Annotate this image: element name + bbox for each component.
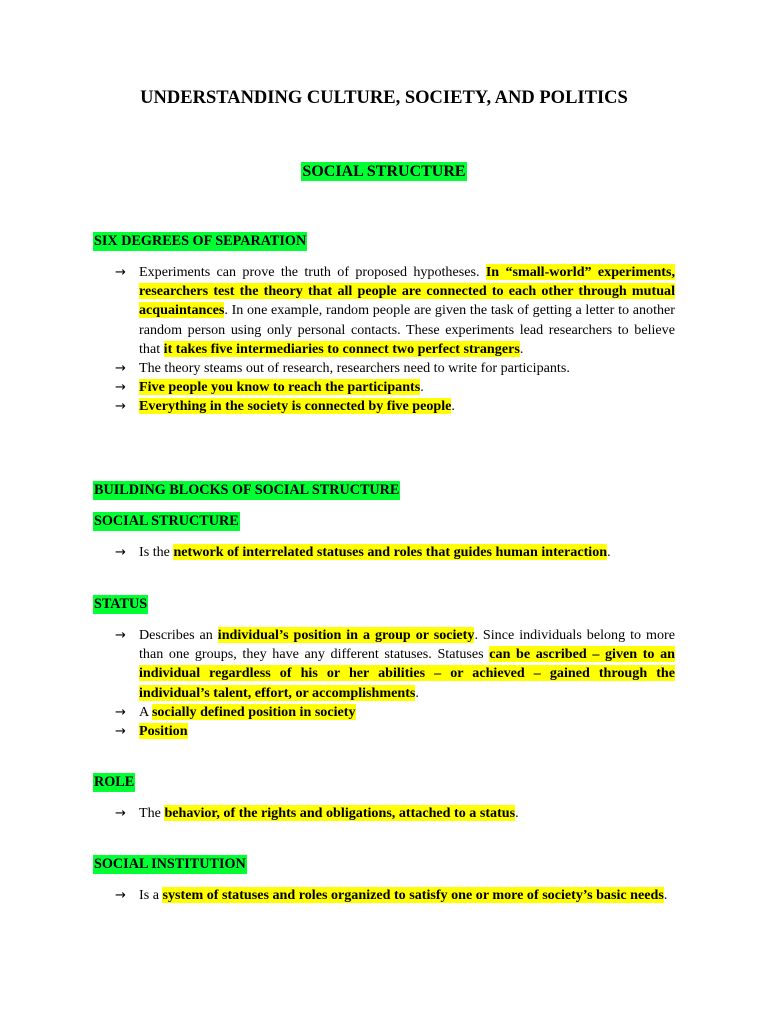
arrow-icon: →	[115, 888, 126, 903]
list-item: → Describes an individual’s position in a group or society. Since individuals belong to more than one groups, they have any different statuses. Statuses can be ascribed – given to an individual regardless of his or her abilities – or achieved – gained through the individual’s talent, effort, or accomplishments.	[115, 627, 675, 701]
highlighted-text: can be ascribed – given to an individual regardless of his or her abilities – or achieved – gained through the individual’s talent, effort, or accomplishments	[139, 646, 675, 701]
highlighted-text: network of interrelated statuses and roles that guides human interaction	[173, 544, 608, 560]
heading-six-degrees: SIX DEGREES OF SEPARATION	[94, 233, 307, 249]
list-item: → Everything in the society is connected by five people.	[115, 397, 675, 416]
heading-social-institution: SOCIAL INSTITUTION	[94, 856, 246, 872]
arrow-icon: →	[115, 380, 126, 396]
arrow-icon: →	[115, 704, 126, 720]
highlighted-text: individual’s position in a group or society	[217, 627, 475, 643]
arrow-icon: →	[115, 806, 126, 821]
list-item: → Experiments can prove the truth of proposed hypotheses. In “small-world” experiments, researchers test the theory that all people are connected to each other through mutual acquaintances. In one example, random people are given the task of getting a letter to another random person using only personal contacts. These experiments lead researchers to believe that it takes five intermediaries to connect two perfect strangers.	[115, 264, 675, 357]
highlighted-text: system of statuses and roles organized to satisfy one or more of society’s basic needs	[162, 887, 664, 903]
social-institution-list	[115, 886, 675, 905]
role-list	[115, 804, 675, 823]
document-title: UNDERSTANDING CULTURE, SOCIETY, AND POLITICS	[140, 88, 628, 108]
highlighted-text: Everything in the society is connected by five people	[139, 398, 452, 415]
arrow-icon: →	[115, 545, 126, 560]
six-degrees-list	[115, 263, 675, 417]
highlighted-text: socially defined position in society	[151, 703, 356, 720]
arrow-icon: →	[115, 628, 126, 643]
list-item: → Is a system of statuses and roles organized to satisfy one or more of society’s basic needs.	[115, 886, 675, 905]
heading-role: ROLE	[94, 774, 135, 790]
heading-building-blocks: BUILDING BLOCKS OF SOCIAL STRUCTURE	[94, 482, 400, 498]
highlighted-text: Position	[139, 723, 188, 740]
highlighted-text: behavior, of the rights and obligations, attached to a status	[164, 805, 516, 821]
highlighted-text: Five people you know to reach the participants	[139, 379, 421, 396]
list-item: → A socially defined position in society	[115, 703, 675, 722]
arrow-icon: →	[115, 361, 126, 377]
arrow-icon: →	[115, 265, 126, 280]
status-list	[115, 626, 675, 741]
heading-status: STATUS	[94, 596, 148, 612]
document-subtitle: SOCIAL STRUCTURE	[302, 163, 466, 180]
list-item: → The theory steams out of research, researchers need to write for participants.	[115, 359, 675, 378]
social-structure-list	[115, 543, 675, 562]
subtitle-block	[0, 163, 768, 181]
arrow-icon: →	[115, 724, 126, 740]
list-item: → Five people you know to reach the participants.	[115, 378, 675, 397]
arrow-icon: →	[115, 399, 126, 415]
list-item: → Is the network of interrelated statuses and roles that guides human interaction.	[115, 543, 675, 562]
highlighted-text: it takes five intermediaries to connect two perfect strangers	[163, 340, 520, 357]
highlighted-text: In “small-world” experiments, researchers test the theory that all people are connected to each other through mutual acquaintances	[139, 264, 675, 319]
heading-social-structure: SOCIAL STRUCTURE	[94, 513, 239, 529]
list-item: → The behavior, of the rights and obligations, attached to a status.	[115, 804, 675, 823]
list-item	[115, 722, 675, 741]
